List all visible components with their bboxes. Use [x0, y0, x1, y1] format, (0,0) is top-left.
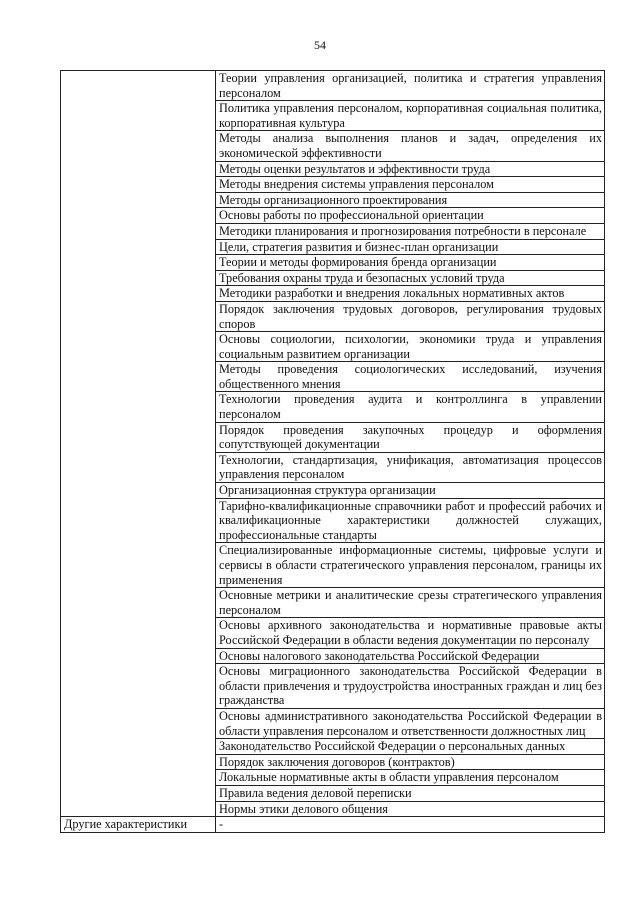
knowledge-item: Методики планирования и прогнозирования потребности в персонале [216, 223, 605, 239]
knowledge-item: Технологии, стандартизация, унификация, автоматизация процессов управления персоналом [216, 452, 605, 482]
knowledge-item: Основы административного законодательства Российской Федерации в области управления персоналом и ответственности должностных лиц [216, 708, 605, 738]
other-characteristics-row [61, 817, 605, 833]
knowledge-item: Законодательство Российской Федерации о персональных данных [216, 739, 605, 755]
knowledge-item: Основы социологии, психологии, экономики труда и управления социальным развитием организации [216, 332, 605, 362]
knowledge-item: Порядок заключения договоров (контрактов) [216, 754, 605, 770]
knowledge-item: Порядок проведения закупочных процедур и оформления сопутствующей документации [216, 422, 605, 452]
knowledge-item: Порядок заключения трудовых договоров, регулирования трудовых споров [216, 301, 605, 331]
page-number: 54 [314, 38, 326, 52]
other-characteristics-value: - [216, 817, 605, 833]
knowledge-item: Тарифно-квалификационные справочники работ и профессий рабочих и квалификационные характеристики должностей служащих, профессиональные стандарты [216, 498, 605, 543]
other-characteristics-label: Другие характеристики [61, 817, 216, 833]
knowledge-item: Нормы этики делового общения [216, 801, 605, 817]
knowledge-item: Теории и методы формирования бренда организации [216, 255, 605, 271]
knowledge-item: Теории управления организацией, политика и стратегия управления персоналом [216, 71, 605, 101]
knowledge-item: Цели, стратегия развития и бизнес-план организации [216, 239, 605, 255]
knowledge-item: Методы проведения социологических исследований, изучения общественного мнения [216, 362, 605, 392]
knowledge-item: Основы налогового законодательства Российской Федерации [216, 648, 605, 664]
knowledge-item: Политика управления персоналом, корпоративная социальная политика, корпоративная культура [216, 101, 605, 131]
knowledge-item: Основы архивного законодательства и нормативные правовые акты Российской Федерации в области ведения документации по персоналу [216, 618, 605, 648]
knowledge-item: Организационная структура организации [216, 483, 605, 499]
knowledge-item: Локальные нормативные акты в области управления персоналом [216, 770, 605, 786]
knowledge-item: Основные метрики и аналитические срезы стратегического управления персоналом [216, 588, 605, 618]
knowledge-row [61, 71, 605, 101]
knowledge-item: Требования охраны труда и безопасных условий труда [216, 270, 605, 286]
knowledge-table [60, 70, 605, 833]
knowledge-table-body [61, 71, 605, 833]
knowledge-item: Методы организационного проектирования [216, 192, 605, 208]
knowledge-item: Методы оценки результатов и эффективности труда [216, 161, 605, 177]
knowledge-item: Методы внедрения системы управления персоналом [216, 177, 605, 193]
knowledge-item: Методы анализа выполнения планов и задач, определения их экономической эффективности [216, 131, 605, 161]
knowledge-item: Основы миграционного законодательства Российской Федерации в области привлечения и трудоустройства иностранных граждан и лиц без гражданства [216, 664, 605, 709]
knowledge-item: Правила ведения деловой переписки [216, 785, 605, 801]
knowledge-item: Технологии проведения аудита и контроллинга в управлении персоналом [216, 392, 605, 422]
knowledge-label-cell [61, 71, 216, 817]
knowledge-item: Основы работы по профессиональной ориентации [216, 208, 605, 224]
knowledge-item: Специализированные информационные системы, цифровые услуги и сервисы в области стратегического управления персоналом, границы их применения [216, 543, 605, 588]
knowledge-item: Методики разработки и внедрения локальных нормативных актов [216, 286, 605, 302]
